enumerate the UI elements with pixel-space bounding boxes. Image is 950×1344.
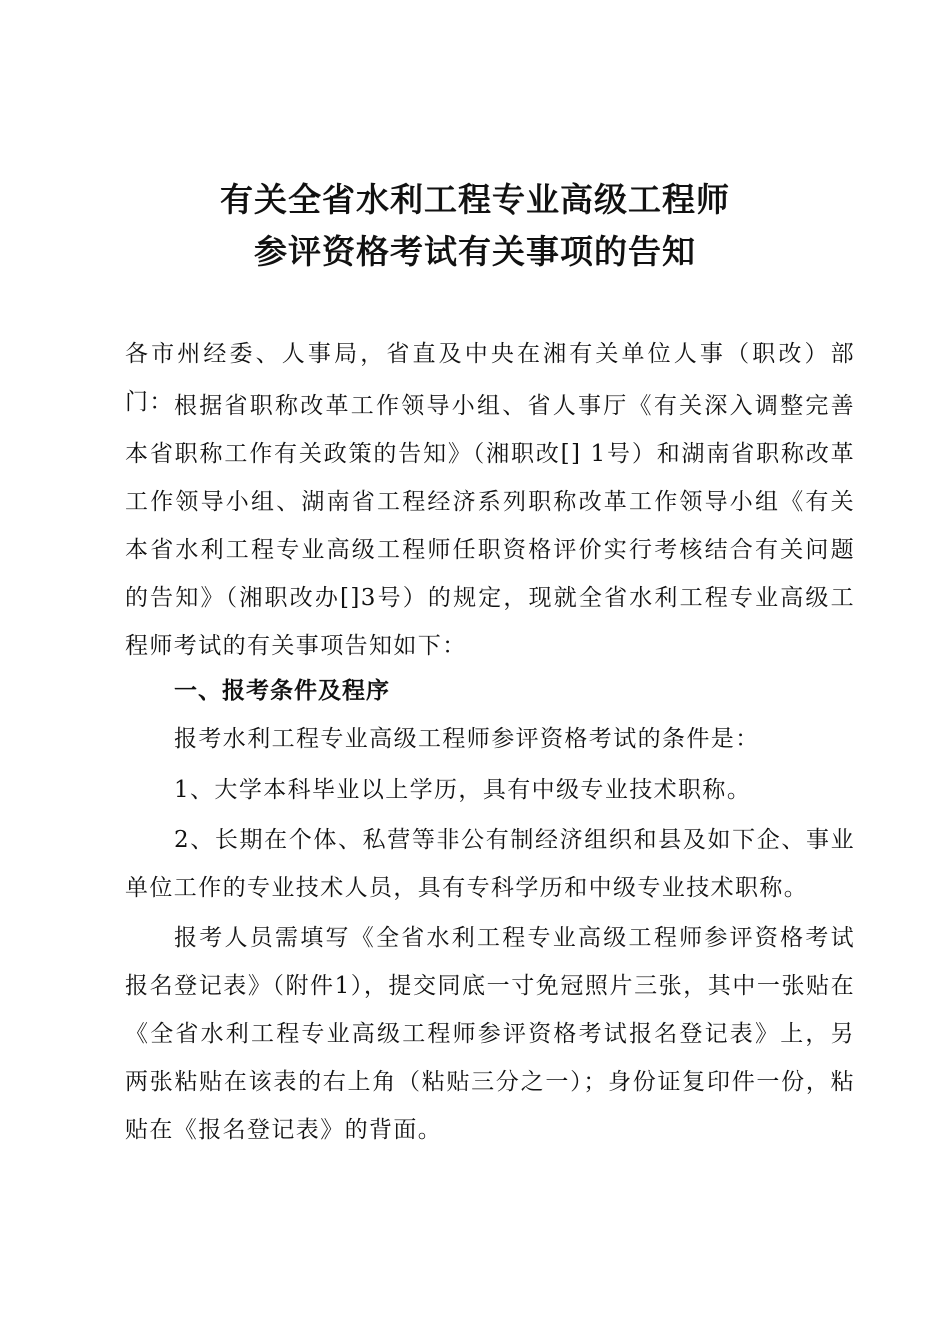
requirements-paragraph: 报考人员需填写《全省水利工程专业高级工程师参评资格考试报名登记表》（附件1），提交同底一寸免冠照片三张，其中一张贴在《全省水利工程专业高级工程师参评资格考试报名登记表》上，另两张粘贴在该表的右上角（粘贴三分之一）；身份证复印件一份，粘贴在《报名登记表》的背面。 [125,925,855,1143]
section-heading-1: 一、报考条件及程序 [174,678,390,704]
salutation: 各市州经委、人事局，省直及中央在湘有关单位人事（职改）部门： [125,341,855,415]
conditions-intro-paragraph: 报考水利工程专业高级工程师参评资格考试的条件是： [174,726,760,752]
document-title-line2: 参评资格考试有关事项的告知 [254,232,696,271]
condition-2-paragraph: 2、长期在个体、私营等非公有制经济组织和县及如下企、事业单位工作的专业技术人员，具有专科学历和中级专业技术职称。 [125,827,855,901]
intro-paragraph: 根据省职称改革工作领导小组、省人事厅《有关深入调整完善本省职称工作有关政策的告知》（湘职改[] 1号）和湖南省职称改革工作领导小组、湖南省工程经济系列职称改革工作领导小组《有关本省水利工程专业高级工程师任职资格评价实行考核结合有关问题的告知》（湘职改办[]3号）的规定，现就全省水利工程专业高级工程师考试的有关事项告知如下： [125,393,855,659]
document-title-line1: 有关全省水利工程专业高级工程师 [220,180,730,219]
condition-1-paragraph: 1、大学本科毕业以上学历，具有中级专业技术职称。 [174,777,752,803]
